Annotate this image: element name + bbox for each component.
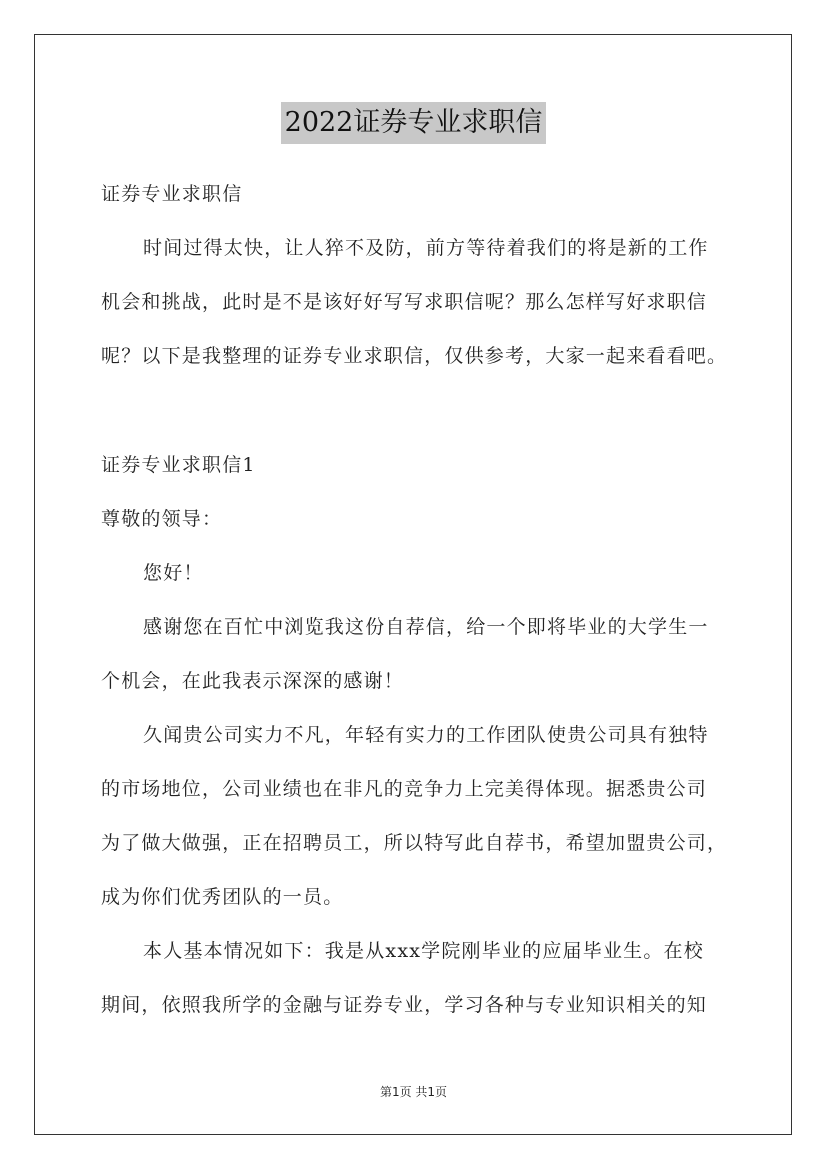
paragraph-line: 为了做大做强，正在招聘员工，所以特写此自荐书，希望加盟贵公司， — [101, 832, 728, 854]
salutation: 尊敬的领导： — [101, 508, 223, 530]
letter-heading: 证券专业求职信1 — [101, 454, 256, 476]
paragraph-line: 本人基本情况如下：我是从xxx学院刚毕业的应届毕业生。在校 — [143, 940, 704, 962]
paragraph-line: 时间过得太快，让人猝不及防，前方等待着我们的将是新的工作 — [143, 237, 709, 259]
paragraph-line: 成为你们优秀团队的一员。 — [101, 886, 344, 908]
title-container — [0, 102, 827, 144]
greeting: 您好！ — [143, 562, 204, 584]
document-title: 2022证券专业求职信 — [281, 102, 547, 144]
paragraph-line: 个机会，在此我表示深深的感谢！ — [101, 670, 405, 692]
paragraph-line: 感谢您在百忙中浏览我这份自荐信，给一个即将毕业的大学生一 — [143, 616, 709, 638]
page-number-footer: 第1页 共1页 — [379, 1085, 448, 1099]
paragraph-line: 期间，依照我所学的金融与证券专业，学习各种与专业知识相关的知 — [101, 994, 708, 1016]
paragraph-line: 呢？以下是我整理的证券专业求职信，仅供参考，大家一起来看看吧。 — [101, 345, 728, 367]
paragraph-line: 久闻贵公司实力不凡，年轻有实力的工作团队使贵公司具有独特 — [143, 724, 709, 746]
section-heading: 证券专业求职信 — [101, 183, 243, 205]
paragraph-line: 的市场地位，公司业绩也在非凡的竞争力上完美得体现。据悉贵公司 — [101, 778, 708, 800]
paragraph-line: 机会和挑战，此时是不是该好好写写求职信呢？那么怎样写好求职信 — [101, 291, 708, 313]
